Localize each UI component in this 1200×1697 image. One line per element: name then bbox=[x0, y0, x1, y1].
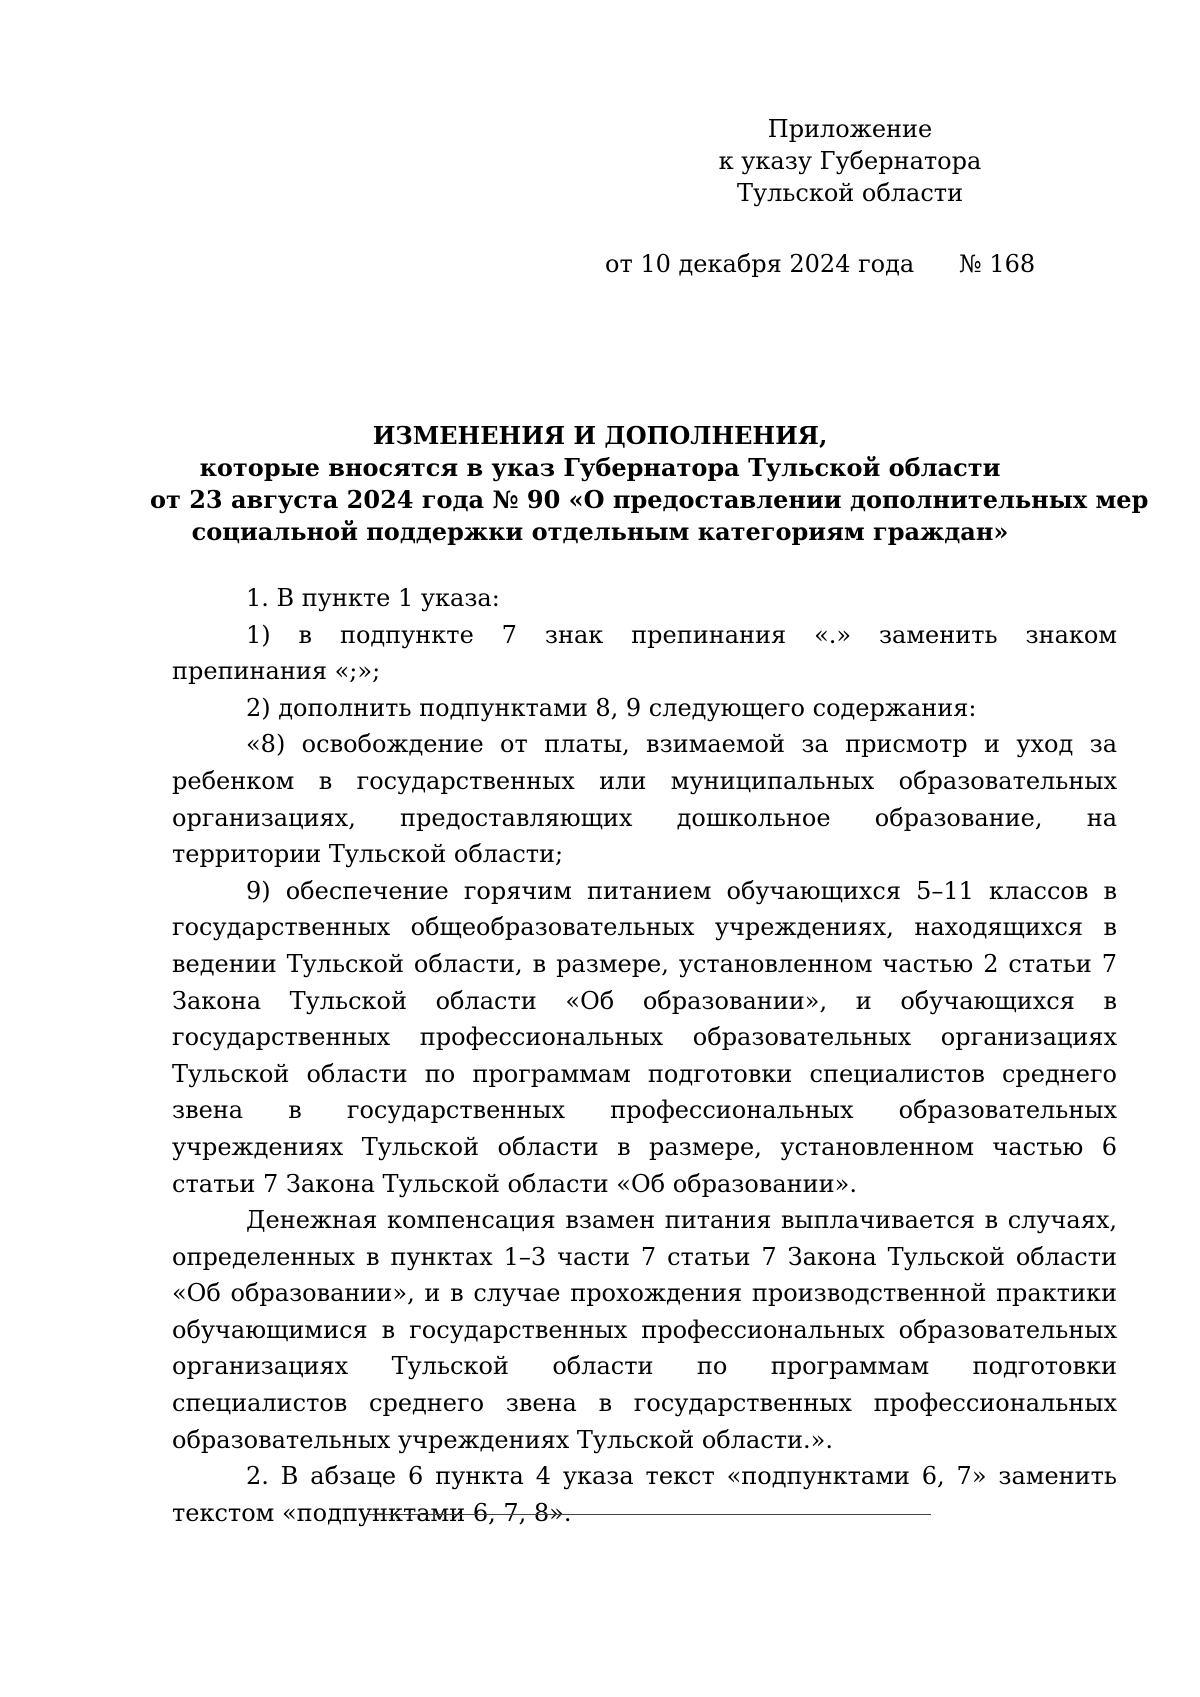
document-title bbox=[150, 420, 1149, 548]
end-separator-line bbox=[368, 1514, 931, 1515]
appendix-label: Приложение bbox=[767, 115, 933, 143]
paragraph-subitem-1: 1) в подпункте 7 знак препинания «.» заменить знаком препинания «;»; bbox=[172, 620, 1117, 686]
paragraph-subpoint-8: «8) освобождение от платы, взимаемой за присмотр и уход за ребенком в государственных или муниципальных образовательных организациях, предоставляющих дошкольное образование, на территории Тульской области; bbox=[172, 730, 1117, 869]
appendix-region: Тульской области bbox=[736, 179, 964, 207]
paragraph-item-1: 1. В пункте 1 указа: bbox=[246, 584, 500, 612]
title-line-3: от 23 августа 2024 года № 90 «О предоставлении дополнительных мер bbox=[150, 485, 1149, 514]
decree-number: № 168 bbox=[959, 250, 1036, 278]
document-body bbox=[172, 580, 1117, 1531]
appendix-header bbox=[660, 113, 1040, 209]
title-line-2: которые вносятся в указ Губернатора Тульской области bbox=[199, 453, 1001, 482]
paragraph-subpoint-9: 9) обеспечение горячим питанием обучающихся 5–11 классов в государственных общеобразовательных учреждениях, находящихся в ведении Тульской области, в размере, установленном частью 2 статьи 7 Закона Тульской области «Об образовании», и обучающихся в государственных профессиональных образовательных организациях Тульской области по программам подготовки специалистов среднего звена в государственных профессиональных образовательных учреждениях Тульской области в размере, установленном частью 6 статьи 7 Закона Тульской области «Об образовании». bbox=[172, 876, 1117, 1198]
title-line-1: ИЗМЕНЕНИЯ И ДОПОЛНЕНИЯ, bbox=[372, 421, 828, 450]
title-line-4: социальной поддержки отдельным категориям граждан» bbox=[191, 517, 1009, 546]
decree-date: от 10 декабря 2024 года bbox=[605, 250, 915, 278]
paragraph-compensation: Денежная компенсация взамен питания выплачивается в случаях, определенных в пунктах 1–3 части 7 статьи 7 Закона Тульской области «Об образовании», и в случае прохождения производственной практики обучающимися в государственных профессиональных образовательных организациях Тульской области по программам подготовки специалистов среднего звена в государственных профессиональных образовательных учреждениях Тульской области.». bbox=[172, 1206, 1117, 1454]
paragraph-item-2: 2. В абзаце 6 пункта 4 указа текст «подпунктами 6, 7» заменить текстом «подпунктами 6, 7, 8». bbox=[172, 1462, 1117, 1527]
appendix-decree-reference: к указу Губернатора bbox=[718, 147, 982, 175]
paragraph-subitem-2: 2) дополнить подпунктами 8, 9 следующего содержания: bbox=[246, 693, 977, 722]
